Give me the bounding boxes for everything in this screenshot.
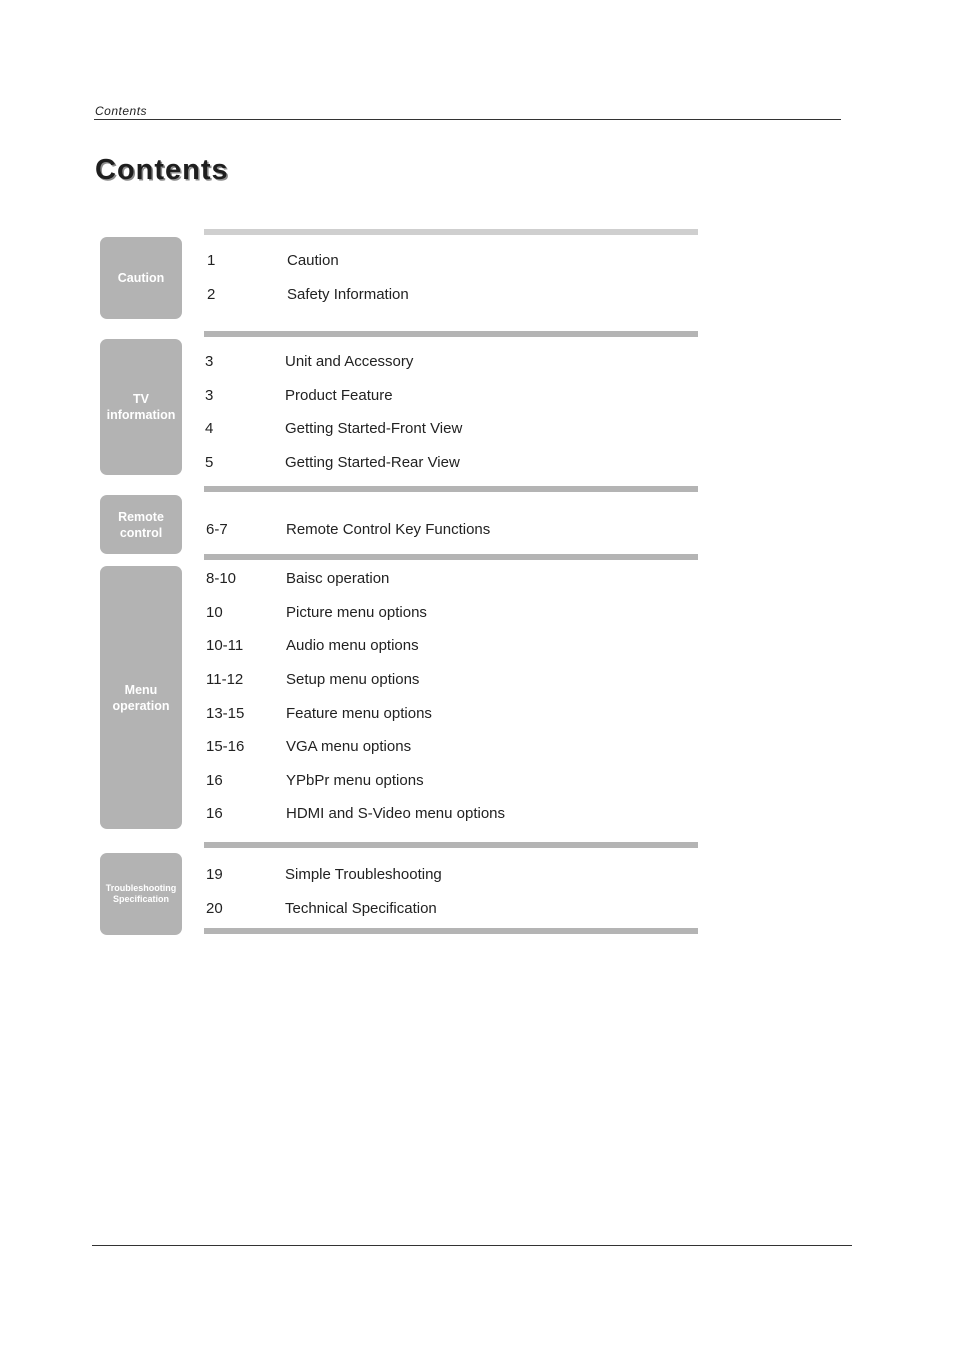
- toc-entry-title: Remote Control Key Functions: [286, 521, 491, 538]
- toc-page-number: 6-7: [206, 521, 228, 538]
- toc-page-number: 20: [206, 900, 223, 917]
- toc-entry-title: Audio menu options: [286, 637, 419, 654]
- toc-page-number: 8-10: [206, 570, 237, 587]
- toc-entry-title: HDMI and S-Video menu options: [286, 805, 506, 822]
- section-divider: [204, 842, 698, 848]
- section-divider: [204, 554, 698, 560]
- section-tab-label: TV information: [106, 392, 176, 422]
- toc-page-number: 11-12: [206, 671, 244, 688]
- toc-entry-title: Safety Information: [287, 286, 409, 303]
- section-tab-label: Remote control: [118, 509, 164, 540]
- section-tab-remote-control: [100, 495, 182, 554]
- toc-entry-title: Technical Specification: [285, 900, 437, 917]
- toc-page-number: 1: [207, 252, 216, 269]
- section-divider: [204, 229, 698, 235]
- toc-entry-title: Baisc operation: [286, 570, 390, 587]
- section-tab-label: Troubleshooting Specification: [105, 883, 177, 904]
- page-title: Contents: [95, 154, 229, 186]
- toc-entry-title: Getting Started-Front View: [285, 420, 463, 437]
- toc-page-number: 2: [207, 286, 216, 303]
- section-tab-caution: [100, 237, 182, 319]
- toc-page-number: 5: [205, 454, 214, 471]
- footer-rule: [92, 1245, 852, 1246]
- toc-page-number: 10-11: [206, 637, 244, 654]
- toc-entry-title: Unit and Accessory: [285, 353, 414, 370]
- section-tab-troubleshooting-specification: [100, 853, 182, 935]
- toc-entry-title: VGA menu options: [286, 738, 412, 755]
- section-divider: [204, 928, 698, 934]
- section-divider: [204, 486, 698, 492]
- section-tab-menu-operation: [100, 566, 182, 829]
- toc-entry-title: Product Feature: [285, 387, 393, 404]
- header-rule: [94, 119, 841, 120]
- section-tab-label: Menu operation: [112, 682, 170, 713]
- toc-entry-title: Getting Started-Rear View: [285, 454, 460, 471]
- toc-page-number: 3: [205, 387, 214, 404]
- toc-entry-title: Picture menu options: [286, 604, 427, 621]
- toc-page-number: 16: [206, 805, 223, 822]
- running-header: Contents: [95, 104, 148, 118]
- section-divider: [204, 331, 698, 337]
- toc-page-number: 4: [205, 420, 214, 437]
- toc-page-number: 16: [206, 772, 223, 789]
- toc-page-number: 13-15: [206, 705, 245, 722]
- toc-entry-title: Caution: [287, 252, 339, 269]
- toc-entry-title: Feature menu options: [286, 705, 432, 722]
- toc-entry-title: YPbPr menu options: [286, 772, 424, 789]
- section-tab-tv-information: [100, 339, 182, 475]
- toc-page-number: 10: [206, 604, 223, 621]
- section-tab-label: Caution: [117, 271, 165, 285]
- toc-page-number: 19: [206, 866, 223, 883]
- toc-entry-title: Simple Troubleshooting: [285, 866, 442, 883]
- toc-entry-title: Setup menu options: [286, 671, 420, 688]
- toc-page-number: 3: [205, 353, 214, 370]
- toc-page-number: 15-16: [206, 738, 245, 755]
